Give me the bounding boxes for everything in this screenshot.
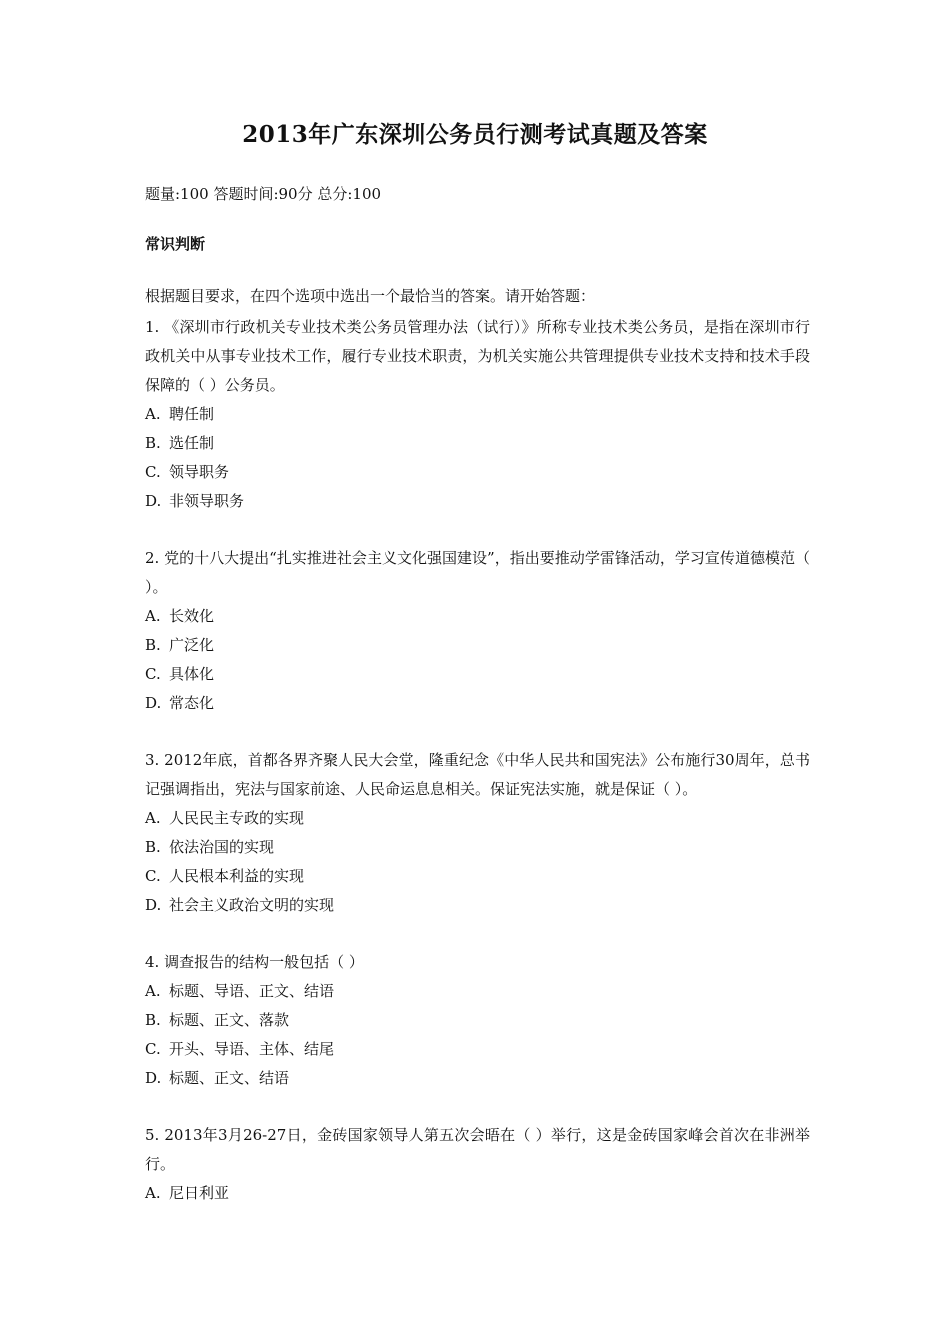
option-text: 标题、正文、落款 [169,1011,290,1029]
option-label: B. [145,838,161,856]
option-d [145,891,810,920]
question-stem: 5. 2013年3月26-27日，金砖国家领导人第五次会晤在（ ）举行，这是金砖国家峰会首次在非洲举行。 [145,1126,810,1173]
option-c [145,458,810,487]
option-a [145,602,810,631]
option-d [145,689,810,718]
option-text: 标题、正文、结语 [169,1069,290,1087]
option-text: 选任制 [169,434,215,452]
question-2 [145,544,810,718]
option-text: 领导职务 [169,463,230,481]
question-stem: 3. 2012年底，首都各界齐聚人民大会堂，隆重纪念《中华人民共和国宪法》公布施行30周年，总书记强调指出，宪法与国家前途、人民命运息息相关。保证宪法实施，就是保证（ ）。 [145,751,810,798]
option-label: A. [145,982,161,1000]
option-b [145,833,810,862]
option-text: 聘任制 [169,405,215,423]
option-text: 广泛化 [169,636,215,654]
option-label: C. [145,1040,161,1058]
option-d [145,1064,810,1093]
question-stem: 4. 调查报告的结构一般包括（ ） [145,953,364,971]
option-a [145,977,810,1006]
question-list [145,313,810,1208]
option-c [145,660,810,689]
question-1 [145,313,810,516]
option-text: 具体化 [169,665,215,683]
option-text: 人民根本利益的实现 [169,867,305,885]
option-label: A. [145,1184,161,1202]
option-text: 社会主义政治文明的实现 [169,896,335,914]
option-label: C. [145,867,161,885]
option-label: A. [145,405,161,423]
option-label: D. [145,492,162,510]
option-label: C. [145,665,161,683]
option-label: A. [145,809,161,827]
option-d [145,487,810,516]
option-text: 依法治国的实现 [169,838,275,856]
instruction-text: 根据题目要求，在四个选项中选出一个最恰当的答案。请开始答题： [145,287,596,305]
option-text: 常态化 [169,694,215,712]
option-label: B. [145,1011,161,1029]
option-b [145,1006,810,1035]
option-text: 人民民主专政的实现 [169,809,305,827]
option-a [145,804,810,833]
question-stem: 1. 《深圳市行政机关专业技术类公务员管理办法（试行）》所称专业技术类公务员，是指在深圳市行政机关中从事专业技术工作，履行专业技术职责，为机关实施公共管理提供专业技术支持和技术手段保障的（ ）公务员。 [145,318,810,394]
option-label: D. [145,694,162,712]
document-title: 2013年广东深圳公务员行测考试真题及答案 [242,121,708,148]
option-b [145,429,810,458]
option-c [145,862,810,891]
option-text: 尼日利亚 [169,1184,230,1202]
question-stem: 2. 党的十八大提出“扎实推进社会主义文化强国建设”，指出要推动学雷锋活动，学习宣传道德模范（ ）。 [145,549,810,596]
question-5 [145,1121,810,1208]
option-text: 开头、导语、主体、结尾 [169,1040,335,1058]
option-a [145,1179,810,1208]
option-text: 标题、导语、正文、结语 [169,982,335,1000]
option-a [145,400,810,429]
question-3 [145,746,810,920]
option-text: 非领导职务 [169,492,245,510]
question-4 [145,948,810,1093]
option-text: 长效化 [169,607,215,625]
exam-meta: 题量:100 答题时间:90分 总分:100 [145,185,382,203]
option-c [145,1035,810,1064]
option-b [145,631,810,660]
option-label: A. [145,607,161,625]
option-label: B. [145,636,161,654]
option-label: D. [145,896,162,914]
option-label: B. [145,434,161,452]
option-label: D. [145,1069,162,1087]
section-heading: 常识判断 [145,235,206,253]
option-label: C. [145,463,161,481]
